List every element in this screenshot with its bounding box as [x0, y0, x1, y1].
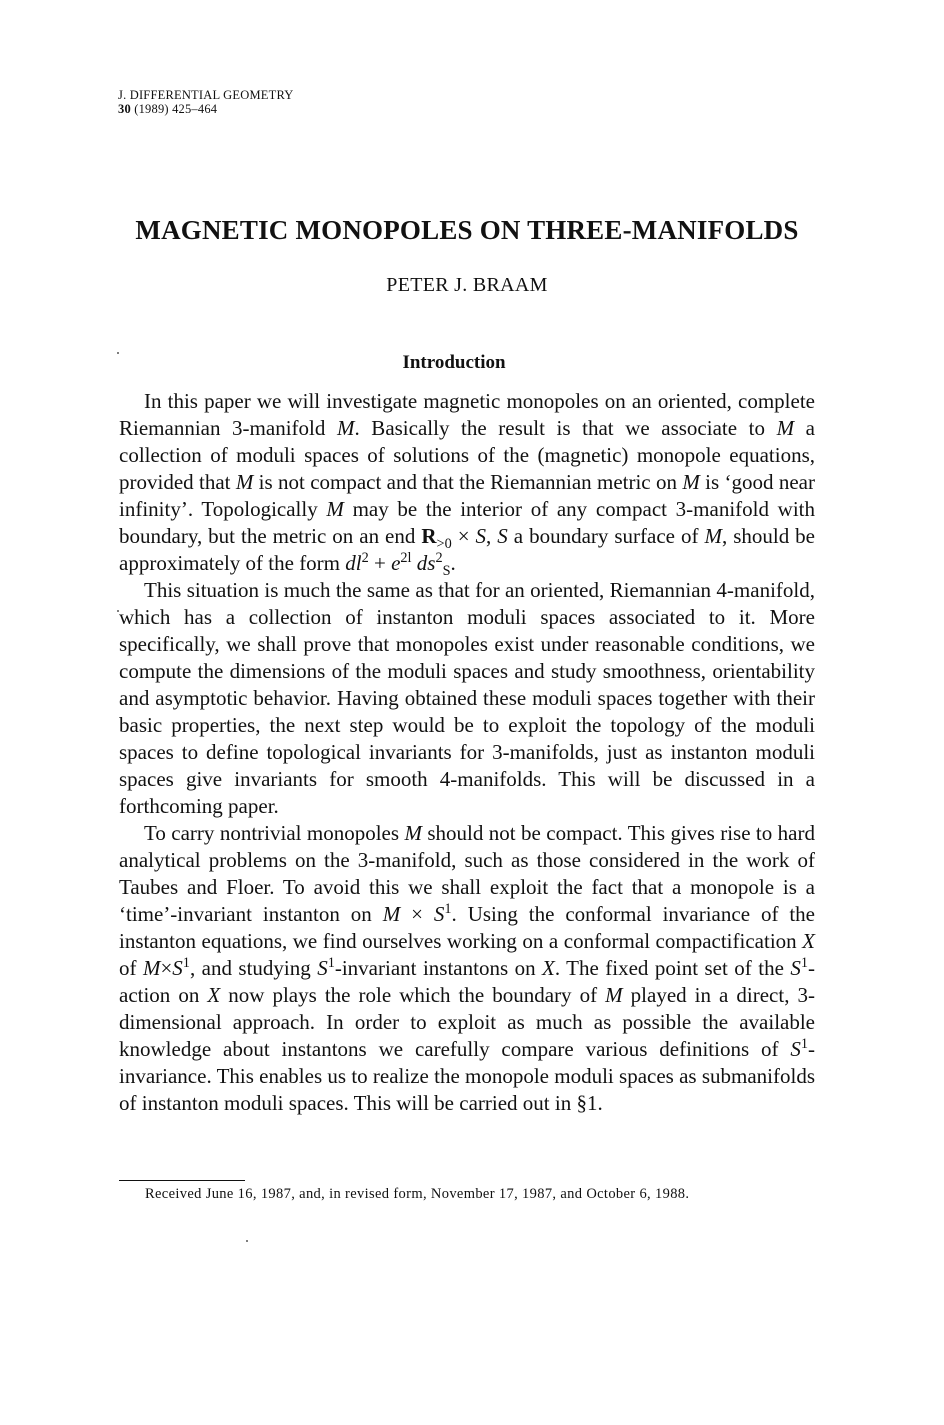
paragraph-3: To carry nontrivial monopoles M should not be compact. This gives rise to hard analytical problems on the 3-manifold, such as those considered in the work of Taubes and Floer. To avoid this we shall exploit the fact that a monopole is a ‘time’-invariant instanton on $M \times S^1$. Using the conformal invariance of the instanton equations, we find ourselves working on a conformal compactification X of $M\times S^1$, and studying $S^1$-invariant instantons on X. The fixed point set of the $S^1$-action on X now plays the role which the boundary of M played in a direct, 3-dimensional approach. In order to exploit as much as possible the available knowledge about instantons we carefully compare various definitions of $S^1$-invariance. This enables us to realize the monopole moduli spaces as submanifolds of instanton moduli spaces. This will be carried out in §1.	[119, 821, 816, 1115]
running-head	[118, 88, 294, 116]
paragraph-1: In this paper we will investigate magnetic monopoles on an oriented, complete Riemannian 3-manifold M. Basically the result is that we associate to M a collection of moduli spaces of solutions of the (magnetic) monopole equations, provided that M is not compact and that the Riemannian metric on M is ‘good near infinity’. Topologically M may be the interior of any compact 3-manifold with boundary, but the metric on an end $R_{>0} \times S$, S a boundary surface of M, should be approximately of the form $dl^2 + e^{2l}$ $ds^2_S$.	[119, 389, 815, 580]
scan-speck	[117, 610, 119, 612]
scan-speck	[117, 352, 119, 354]
footnote: Received June 16, 1987, and, in revised form, November 17, 1987, and October 6, 1988.	[145, 1186, 690, 1202]
footnote-rule	[119, 1180, 245, 1181]
paragraph-2: This situation is much the same as that for an oriented, Riemannian 4-manifold, which has a collection of instanton moduli spaces associated to it. More specifically, we shall prove that monopoles exist under reasonable conditions, we compute the dimensions of the moduli spaces and study smoothness, orientability and asymptotic behavior. Having obtained these moduli spaces together with their basic properties, the next step would be to exploit the topology of the moduli spaces to define topological invariants for 3-manifolds, just as instanton moduli spaces give invariants for smooth 4-manifolds. This will be discussed in a forthcoming paper.	[119, 578, 815, 818]
issue-pages: (1989) 425–464	[134, 102, 218, 116]
volume-number: 30	[118, 102, 131, 116]
volume-info	[118, 102, 294, 116]
body-text	[119, 388, 815, 1117]
paper-title: MAGNETIC MONOPOLES ON THREE-MANIFOLDS	[135, 215, 799, 245]
author-name: PETER J. BRAAM	[386, 274, 548, 296]
section-heading: Introduction	[402, 352, 506, 373]
journal-name: J. DIFFERENTIAL GEOMETRY	[118, 88, 294, 102]
scan-speck	[246, 1240, 248, 1242]
